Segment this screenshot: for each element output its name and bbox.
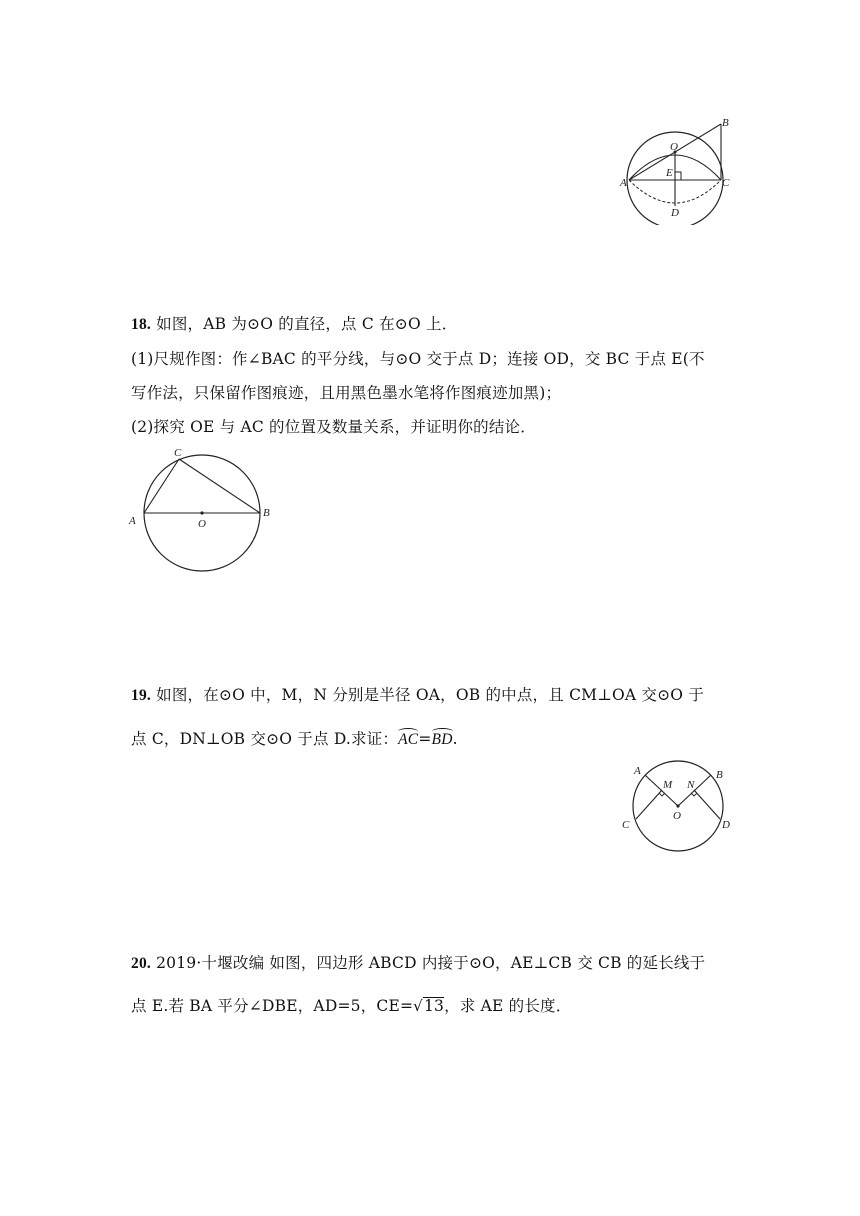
label-O: O bbox=[673, 810, 681, 822]
q18-number: 18. bbox=[131, 316, 151, 333]
circle-diagram-q19 bbox=[618, 760, 743, 855]
circle-diagram-q18 bbox=[126, 438, 286, 578]
label-D: D bbox=[671, 207, 679, 219]
circle-diagram-q17 bbox=[618, 100, 738, 225]
sqrt-sign: √ bbox=[413, 997, 423, 1015]
q18-line4: (2)探究 OE 与 AC 的位置及数量关系，并证明你的结论． bbox=[131, 418, 536, 436]
label-O: O bbox=[198, 518, 206, 530]
figure-q19 bbox=[618, 760, 743, 855]
q20-text1: 2019·十堰改编 如图，四边形 ABCD 内接于⊙O，AE⊥CB 交 CB 的延长线于 bbox=[156, 954, 706, 972]
q18-line2: (1)尺规作图：作∠BAC 的平分线，与⊙O 交于点 D；连接 OD，交 BC 于点 E(不 bbox=[131, 350, 705, 368]
q19-line2 bbox=[131, 727, 458, 749]
label-B: B bbox=[722, 117, 729, 129]
label-B: B bbox=[263, 507, 270, 519]
label-C: C bbox=[622, 819, 630, 831]
label-B: B bbox=[716, 769, 723, 781]
label-D: D bbox=[722, 819, 730, 831]
q18-text1: 如图，AB 为⊙O 的直径，点 C 在⊙O 上． bbox=[156, 315, 458, 333]
label-A: A bbox=[634, 765, 641, 777]
q18-line3: 写作法，只保留作图痕迹，且用黑色墨水笔将作图痕迹加黑)； bbox=[131, 384, 562, 402]
label-C: C bbox=[722, 177, 730, 189]
figure-q18 bbox=[126, 438, 286, 578]
q20-text2: 点 E.若 BA 平分∠DBE，AD=5，CE= bbox=[131, 997, 414, 1015]
q18-line1 bbox=[131, 312, 457, 334]
label-M: M bbox=[663, 779, 673, 791]
figure-q17 bbox=[618, 100, 738, 225]
q20-line2 bbox=[131, 994, 571, 1016]
q19-number: 19. bbox=[131, 687, 151, 704]
label-A: A bbox=[620, 177, 627, 189]
label-A: A bbox=[129, 515, 136, 527]
q19-text1: 如图，在⊙O 中，M，N 分别是半径 OA，OB 的中点，且 CM⊥OA 交⊙O 于 bbox=[156, 686, 705, 704]
label-N: N bbox=[687, 779, 695, 791]
q20-number: 20. bbox=[131, 955, 151, 972]
label-E: E bbox=[666, 167, 673, 179]
sqrt-value: 13 bbox=[423, 997, 445, 1015]
arc-BD: BD bbox=[431, 731, 453, 748]
q20-line1 bbox=[131, 951, 705, 973]
arc-AC: AC bbox=[398, 731, 419, 748]
q20-text3: ，求 AE 的长度． bbox=[444, 997, 572, 1015]
label-O: O bbox=[670, 141, 678, 153]
q19-line1 bbox=[131, 683, 704, 705]
q19-text2: 点 C，DN⊥OB 交⊙O 于点 D.求证： bbox=[131, 730, 399, 748]
q19-equals: = bbox=[418, 730, 432, 748]
label-C: C bbox=[174, 447, 182, 459]
q19-end: . bbox=[452, 730, 458, 748]
